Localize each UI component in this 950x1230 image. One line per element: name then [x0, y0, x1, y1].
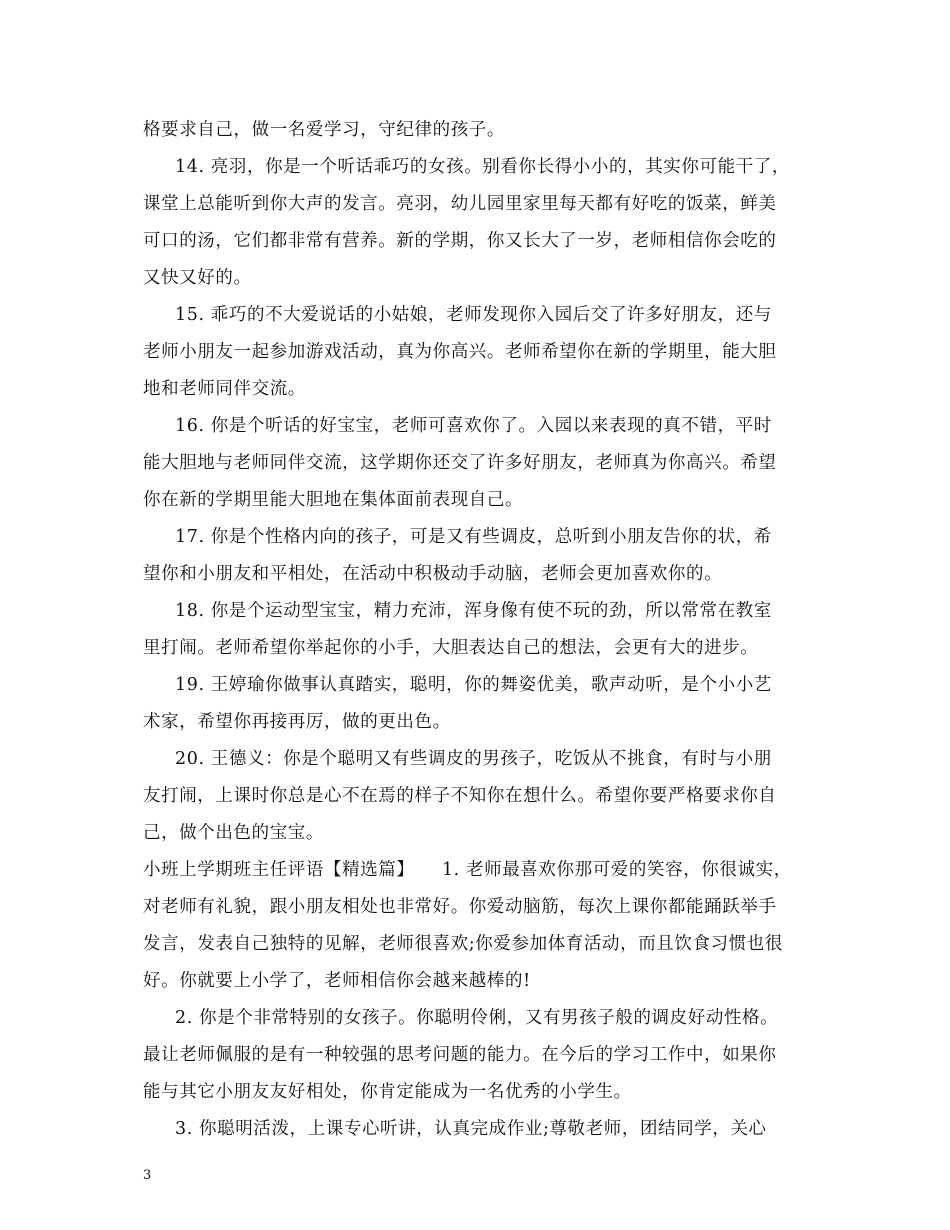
- text-line: 17. 你是个性格内向的孩子，可是又有些调皮，总听到小朋友告你的状，希: [175, 527, 772, 547]
- text-line: 又快又好的。: [143, 268, 252, 288]
- text-line: 3. 你聪明活泼，上课专心听讲，认真完成作业;尊敬老师，团结同学，关心: [175, 1119, 767, 1139]
- text-line: 发言，发表自己独特的见解，老师很喜欢;你爱参加体育活动，而且饮食习惯也很: [143, 934, 783, 954]
- text-line: 地和老师同伴交流。: [143, 379, 306, 399]
- text-line: 老师小朋友一起参加游戏活动，真为你高兴。老师希望你在新的学期里，能大胆: [143, 342, 777, 362]
- text-line: 己，做个出色的宝宝。: [143, 823, 324, 843]
- page-number: 3: [143, 1168, 152, 1183]
- text-line: 你在新的学期里能大胆地在集体面前表现自己。: [143, 490, 524, 510]
- text-line: 能与其它小朋友友好相处，你肯定能成为一名优秀的小学生。: [143, 1082, 632, 1102]
- text-line: 格要求自己，做一名爱学习，守纪律的孩子。: [143, 120, 505, 140]
- text-line: 里打闹。老师希望你举起你的小手，大胆表达自己的想法，会更有大的进步。: [143, 638, 759, 658]
- text-line: 可口的汤，它们都非常有营养。新的学期，你又长大了一岁，老师相信你会吃的: [143, 231, 777, 251]
- text-line: 最让老师佩服的是有一种较强的思考问题的能力。在今后的学习工作中，如果你: [143, 1045, 777, 1065]
- text-line: 15. 乖巧的不大爱说话的小姑娘，老师发现你入园后交了许多好朋友，还与: [175, 305, 772, 325]
- text-line: 好。你就要上小学了，老师相信你会越来越棒的!: [143, 971, 531, 991]
- text-line: 16. 你是个听话的好宝宝，老师可喜欢你了。入园以来表现的真不错，平时: [175, 416, 772, 436]
- text-line: 2. 你是个非常特别的女孩子。你聪明伶俐，又有男孩子般的调皮好动性格。: [175, 1008, 779, 1028]
- text-line: 18. 你是个运动型宝宝，精力充沛，浑身像有使不玩的劲，所以常常在教室: [175, 601, 772, 621]
- text-line: 友打闹，上课时你总是心不在焉的样子不知你在想什么。希望你要严格要求你自: [143, 786, 777, 806]
- text-line: 能大胆地与老师同伴交流，这学期你还交了许多好朋友，老师真为你高兴。希望: [143, 453, 777, 473]
- text-line: 术家，希望你再接再厉，做的更出色。: [143, 712, 451, 732]
- text-line: 20. 王德义：你是个聪明又有些调皮的男孩子，吃饭从不挑食，有时与小朋: [175, 749, 772, 769]
- text-line: 14. 亮羽，你是一个听话乖巧的女孩。别看你长得小小的，其实你可能干了，: [175, 157, 790, 177]
- text-line: 19. 王婷瑜你做事认真踏实，聪明，你的舞姿优美，歌声动听，是个小小艺: [175, 675, 772, 695]
- section-heading-line: 小班上学期班主任评语【精选篇】 1. 老师最喜欢你那可爱的笑容，你很诚实，: [143, 860, 792, 880]
- text-line: 课堂上总能听到你大声的发言。亮羽，幼儿园里家里每天都有好吃的饭菜，鲜美: [143, 194, 777, 214]
- text-line: 对老师有礼貌，跟小朋友相处也非常好。你爱动脑筋，每次上课你都能踊跃举手: [143, 897, 777, 917]
- text-line: 望你和小朋友和平相处，在活动中积极动手动脑，老师会更加喜欢你的。: [143, 564, 723, 584]
